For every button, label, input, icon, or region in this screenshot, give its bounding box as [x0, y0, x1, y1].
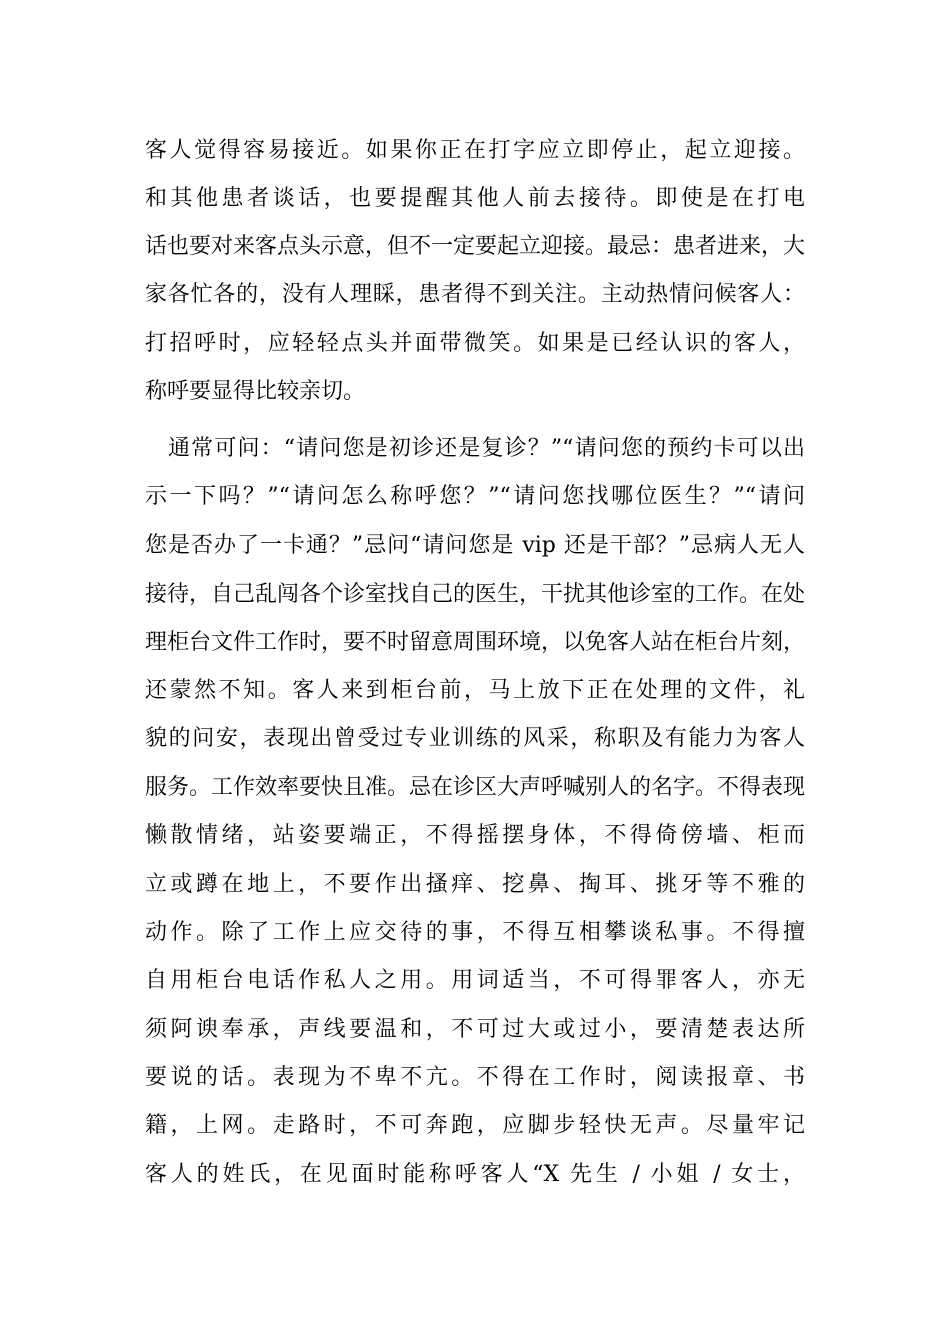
- text-line: 接待，自己乱闯各个诊室找自己的医生，干扰其他诊室的工作。在处: [145, 582, 805, 607]
- text-line: 打招呼时，应轻轻点头并面带微笑。如果是已经认识的客人，: [145, 331, 805, 356]
- text-line: 要说的话。表现为不卑不亢。不得在工作时，阅读报章、书: [145, 1065, 805, 1090]
- text-line: 您是否办了一卡通？”忌问“请问您是 vip 还是干部？”忌病人无人: [145, 533, 805, 558]
- text-line: 客人觉得容易接近。如果你正在打字应立即停止，起立迎接。: [145, 138, 805, 163]
- text-line: 须阿谀奉承，声线要温和，不可过大或过小，要清楚表达所: [145, 1017, 805, 1042]
- text-line: 家各忙各的，没有人理睬，患者得不到关注。主动热情问候客人：: [145, 282, 805, 307]
- text-line: 示一下吗？”“请问怎么称呼您？”“请问您找哪位医生？”“请问: [145, 484, 805, 509]
- text-line: 貌的问安，表现出曾受过专业训练的风采，称职及有能力为客人: [145, 726, 805, 751]
- text-line: 立或蹲在地上，不要作出搔痒、挖鼻、掏耳、挑牙等不雅的: [145, 872, 805, 897]
- text-line: 动作。除了工作上应交待的事，不得互相攀谈私事。不得擅: [145, 920, 805, 945]
- text-line: 服务。工作效率要快且准。忌在诊区大声呼喊别人的名字。不得表现: [145, 775, 805, 800]
- text-line: 籍，上网。走路时，不可奔跑，应脚步轻快无声。尽量牢记: [145, 1113, 805, 1138]
- text-line: 理柜台文件工作时，要不时留意周围环境，以免客人站在柜台片刻，: [145, 630, 805, 655]
- text-line: 称呼要显得比较亲切。: [145, 379, 366, 404]
- text-line: 客人的姓氏，在见面时能称呼客人“X 先生 / 小姐 / 女士，: [145, 1162, 805, 1187]
- text-line: 自用柜台电话作私人之用。用词适当，不可得罪客人，亦无: [145, 968, 805, 993]
- text-line: 和其他患者谈话，也要提醒其他人前去接待。即使是在打电: [145, 186, 805, 211]
- text-line: 还蒙然不知。客人来到柜台前，马上放下正在处理的文件，礼: [145, 678, 805, 703]
- text-line: 通常可问：“请问您是初诊还是复诊？”“请问您的预约卡可以出: [168, 436, 805, 461]
- text-line: 懒散情绪，站姿要端正，不得摇摆身体，不得倚傍墙、柜而: [145, 823, 805, 848]
- text-line: 话也要对来客点头示意，但不一定要起立迎接。最忌：患者进来，大: [145, 234, 805, 259]
